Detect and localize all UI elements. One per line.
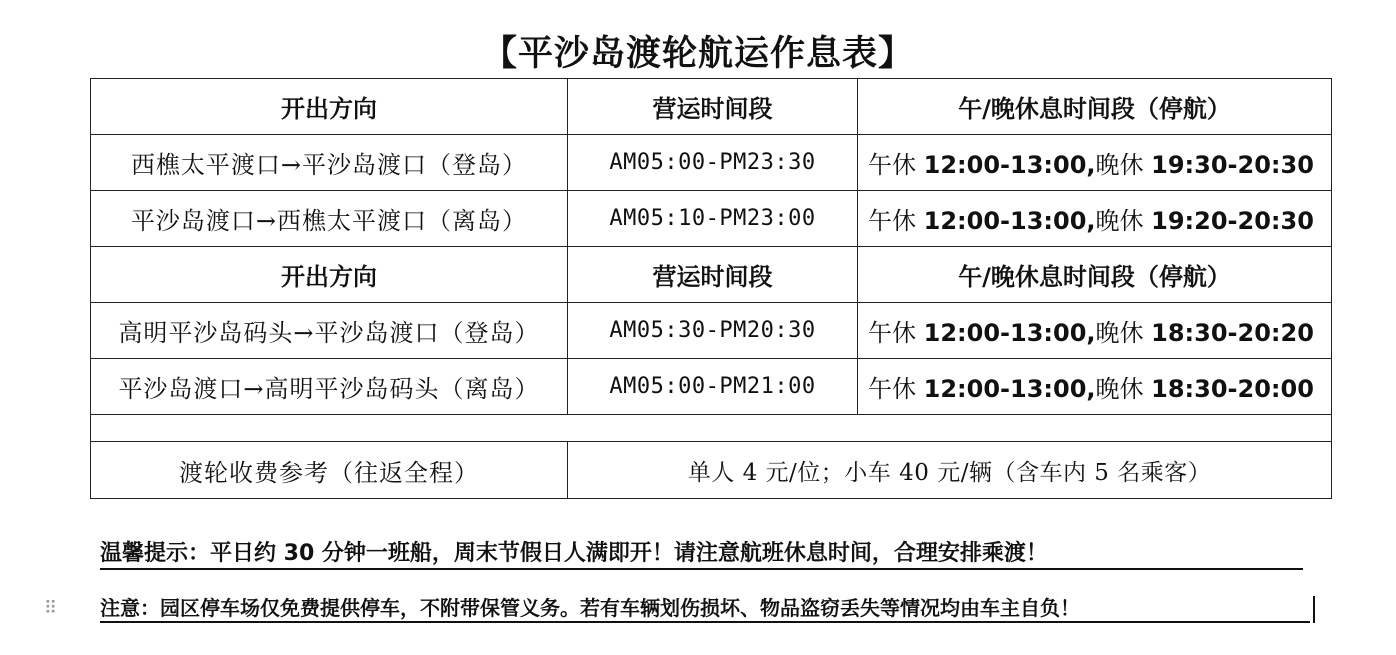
header-rest: 午/晚休息时间段（停航） — [858, 79, 1332, 135]
separator: , — [1086, 375, 1096, 403]
page-title: 【平沙岛渡轮航运作息表】 — [481, 34, 914, 74]
ferry-schedule-table — [90, 78, 1332, 499]
table-row — [91, 359, 1332, 415]
table-row — [91, 191, 1332, 247]
route-cell: 西樵太平渡口→平沙岛渡口（登岛） — [91, 135, 568, 191]
fee-label: 渡轮收费参考（往返全程） — [91, 442, 568, 499]
noon-time: 12:00-13:00 — [923, 207, 1087, 235]
separator: , — [1086, 151, 1096, 179]
drag-handle-icon[interactable]: ⠿ — [44, 598, 58, 619]
header-hours: 营运时间段 — [568, 247, 858, 303]
noon-time: 12:00-13:00 — [923, 151, 1087, 179]
noon-time: 12:00-13:00 — [923, 319, 1087, 347]
text-cursor — [1313, 596, 1315, 623]
rest-cell — [858, 135, 1332, 191]
blank-row — [91, 415, 1332, 442]
noon-label: 午休 — [868, 207, 916, 235]
route-cell: 平沙岛渡口→高明平沙岛码头（离岛） — [91, 359, 568, 415]
evening-time: 18:30-20:00 — [1151, 375, 1314, 403]
noon-label: 午休 — [868, 319, 916, 347]
evening-label: 晚休 — [1095, 375, 1144, 403]
fee-row — [91, 442, 1332, 499]
table-row — [91, 303, 1332, 359]
hours-cell: AM05:10-PM23:00 — [568, 191, 858, 247]
rest-cell — [858, 191, 1332, 247]
rest-cell — [858, 359, 1332, 415]
blank-cell — [91, 415, 1332, 442]
tip-note: 温馨提示：平日约 30 分钟一班船，周末节假日人满即开！请注意航班休息时间，合理安排乘渡！ — [100, 540, 1303, 570]
table-header-row — [91, 247, 1332, 303]
hours-cell: AM05:00-PM23:30 — [568, 135, 858, 191]
separator: , — [1086, 207, 1096, 235]
evening-label: 晚休 — [1095, 151, 1144, 179]
header-direction: 开出方向 — [91, 247, 568, 303]
route-cell: 高明平沙岛码头→平沙岛渡口（登岛） — [91, 303, 568, 359]
noon-label: 午休 — [868, 151, 916, 179]
hours-cell: AM05:00-PM21:00 — [568, 359, 858, 415]
warning-note[interactable]: 注意：园区停车场仅免费提供停车，不附带保管义务。若有车辆划伤损坏、物品盗窃丢失等情况均由车主自负！ — [100, 596, 1310, 623]
hours-cell: AM05:30-PM20:30 — [568, 303, 858, 359]
evening-time: 18:30-20:20 — [1151, 319, 1314, 347]
evening-time: 19:30-20:30 — [1151, 151, 1314, 179]
fee-value: 单人 4 元/位；小车 40 元/辆（含车内 5 名乘客） — [568, 442, 1332, 499]
header-direction: 开出方向 — [91, 79, 568, 135]
evening-time: 19:20-20:30 — [1151, 207, 1314, 235]
header-rest: 午/晚休息时间段（停航） — [858, 247, 1332, 303]
route-cell: 平沙岛渡口→西樵太平渡口（离岛） — [91, 191, 568, 247]
rest-cell — [858, 303, 1332, 359]
table-header-row — [91, 79, 1332, 135]
table-row — [91, 135, 1332, 191]
evening-label: 晚休 — [1095, 319, 1144, 347]
noon-time: 12:00-13:00 — [923, 375, 1087, 403]
separator: , — [1086, 319, 1096, 347]
noon-label: 午休 — [868, 375, 916, 403]
header-hours: 营运时间段 — [568, 79, 858, 135]
evening-label: 晚休 — [1095, 207, 1144, 235]
